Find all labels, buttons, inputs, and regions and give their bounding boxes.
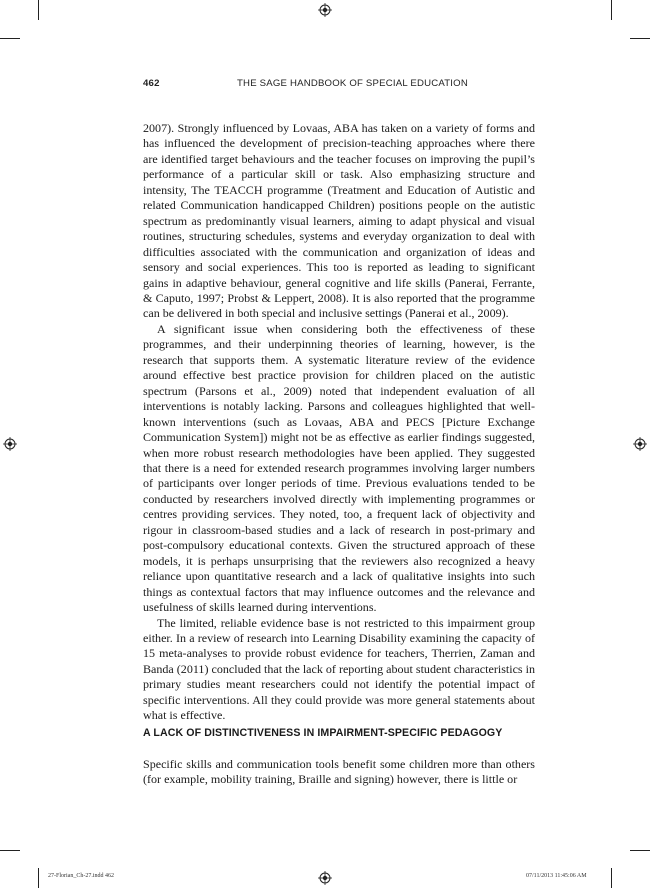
registration-mark-icon: [318, 871, 332, 885]
crop-mark: [611, 0, 612, 20]
paragraph: 2007). Strongly influenced by Lovaas, ABA has taken on a variety of forms and has influenced the development of precision-teaching approaches where there are identified target behaviours and the teacher focuses on improving the pupil’s performance of a particular skill or task. Also emphasizing structure and intensity, The TEACCH programme (Treatment and Education of Autistic and related Communication handicapped Children) positions people on the autistic spectrum as predominantly visual learners, aiming to adapt physical and visual routines, structuring schedules, systems and everyday organization to deal with difficulties associated with the communication and organization of ideas and sensory and social experiences. This too is reported as leading to significant gains in adaptive behaviour, general cognitive and life skills (Panerai, Ferrante, & Caputo, 1997; Probst & Leppert, 2008). It is also reported that the programme can be delivered in both special and inclusive settings (Panerai et al., 2009).: [143, 121, 535, 321]
file-slug: 27-Florian_Ch-27.indd 462: [48, 873, 114, 879]
crop-mark: [630, 38, 650, 39]
paragraph: A significant issue when considering both the effectiveness of these programmes, and their underpinning theories of learning, however, is the research that supports them. A systematic literature review of the evidence around effective best practice provision for children placed on the autistic spectrum (Parsons et al., 2009) noted that independent evaluation of all interventions is notably lacking. Parsons and colleagues highlighted that well-known interventions (such as Lovaas, ABA and PECS [Picture Exchange Communication System]) might not be as effective as earlier findings suggested, when more robust research methodologies have been applied. They suggested that there is a need for extended research programmes involving larger numbers of participants over longer periods of time. Previous evaluations tended to be conducted by researchers involved directly with implementing programmes or centres providing services. They noted, too, a frequent lack of objectivity and rigour in classroom-based studies and a lack of research in post-primary and post-compulsory educational contexts. Given the structured approach of these models, it is perhaps unsurprising that the reviewers also recognized a heavy reliance upon quantitative research and a lack of qualitative insights into such things as contextual factors that may influence outcomes and the relevance and usefulness of skills learned during interventions.: [143, 321, 535, 615]
registration-mark-icon: [633, 437, 647, 451]
registration-mark-icon: [3, 437, 17, 451]
paragraph: The limited, reliable evidence base is not restricted to this impairment group either. In a review of research into Learning Disability examining the capacity of 15 meta-analyses to provide robust evidence for teachers, Therrien, Zaman and Banda (2011) concluded that the lack of reporting about student characteristics in primary studies meant researchers could not identify the potential impact of specific interventions. All they could provide was more general statements about what is effective.: [143, 615, 535, 723]
crop-mark: [0, 850, 20, 851]
body-text: [143, 121, 535, 724]
crop-mark: [630, 850, 650, 851]
section-heading: A LACK OF DISTINCTIVENESS IN IMPAIRMENT-SPECIFIC PEDAGOGY: [143, 727, 503, 739]
page-number: 462: [143, 78, 160, 89]
paragraph: Specific skills and communication tools benefit some children more than others (for example, mobility training, Braille and signing) however, there is little or: [143, 757, 535, 787]
crop-mark: [38, 0, 39, 20]
print-timestamp: 07/11/2013 11:45:06 AM: [526, 873, 587, 879]
registration-mark-icon: [318, 3, 332, 17]
crop-mark: [38, 868, 39, 888]
section-body: [143, 757, 535, 788]
crop-mark: [611, 868, 612, 888]
running-head: [143, 78, 535, 89]
crop-mark: [0, 38, 20, 39]
running-title: THE SAGE HANDBOOK OF SPECIAL EDUCATION: [237, 78, 468, 89]
